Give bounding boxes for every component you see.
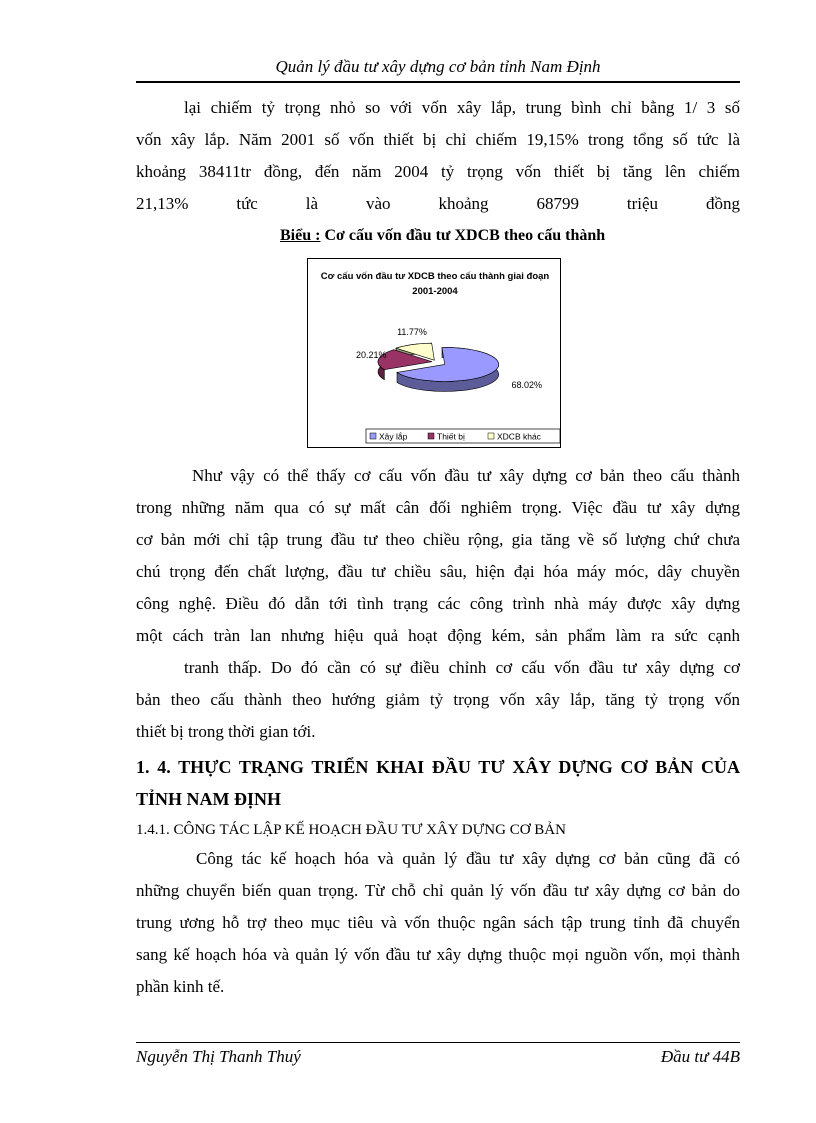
paragraph-2-line: công nghệ. Điều đó dẫn tới tình trạng các công trình nhà máy được xây dựng	[136, 594, 740, 613]
pie-chart-svg	[308, 259, 562, 449]
figure-caption-text: Cơ cấu vốn đầu tư XDCB theo cấu thành	[320, 227, 606, 244]
section-heading	[136, 751, 740, 815]
paragraph-2-line: trong những năm qua có sự mất cân đối nghiêm trọng. Việc đầu tư xây dựng	[136, 498, 740, 517]
section-heading-line: 1. 4. THỰC TRẠNG TRIỂN KHAI ĐẦU TƯ XÂY DỰNG CƠ BẢN CỦA	[136, 757, 740, 777]
paragraph-2-line: tranh thấp. Do đó cần có sự điều chỉnh cơ cấu vốn đầu tư xây dựng cơ	[184, 658, 740, 677]
footer-author: Nguyễn Thị Thanh Thuý	[136, 1047, 301, 1066]
legend-label: XDCB khác	[497, 431, 541, 442]
footer-divider	[136, 1042, 740, 1043]
figure-caption-label: Biểu :	[280, 227, 321, 244]
section-heading-line: TỈNH NAM ĐỊNH	[136, 789, 282, 809]
paragraph-3-line: những chuyển biến quan trọng. Từ chỗ chỉ quản lý vốn đầu tư xây dựng cơ bản do	[136, 881, 740, 900]
footer-class: Đầu tư 44B	[660, 1047, 740, 1066]
paragraph-3-line: sang kế hoạch hóa và quản lý vốn đầu tư xây dựng thuộc mọi nguồn vốn, mọi thành	[136, 945, 740, 964]
paragraph-2	[136, 460, 740, 748]
chart-title-line: Cơ cấu vốn đầu tư XDCB theo cấu thành giai đoạn	[320, 271, 550, 282]
legend-swatch	[428, 433, 434, 439]
paragraph-3	[136, 843, 740, 1003]
header-divider	[136, 81, 740, 83]
paragraph-1-line: khoảng 38411tr đồng, đến năm 2004 tỷ trọng vốn thiết bị tăng lên chiếm	[136, 162, 740, 181]
figure-caption	[280, 224, 660, 248]
pie-data-label: 20.21%	[356, 350, 387, 360]
paragraph-1-line: lại chiếm tỷ trọng nhỏ so với vốn xây lắp, trung bình chỉ bằng 1/ 3 số	[184, 98, 740, 117]
paragraph-2-line: chú trọng đến chất lượng, đầu tư chiều sâu, hiện đại hóa máy móc, dây chuyền	[136, 562, 740, 581]
paragraph-2-line: bản theo cấu thành theo hướng giảm tỷ trọng vốn xây lắp, tăng tỷ trọng vốn	[136, 690, 740, 709]
pie-chart	[307, 258, 561, 448]
pie-data-label: 11.77%	[397, 327, 427, 337]
chart-title-line: 2001-2004	[412, 286, 458, 297]
legend-swatch	[370, 433, 376, 439]
legend-swatch	[488, 433, 494, 439]
pie-data-label: 68.02%	[511, 380, 542, 390]
paragraph-1	[136, 92, 740, 220]
paragraph-2-line: thiết bị trong thời gian tới.	[136, 722, 316, 741]
paragraph-3-line: trung ương hỗ trợ theo mục tiêu và vốn thuộc ngân sách tập trung tỉnh đã chuyển	[136, 913, 740, 932]
subsection-heading: 1.4.1. CÔNG TÁC LẬP KẾ HOẠCH ĐẦU TƯ XÂY DỰNG CƠ BẢN	[136, 822, 566, 838]
paragraph-1-line: 21,13% tức là vào khoảng 68799 triệu đồng	[136, 194, 740, 213]
paragraph-3-line: Công tác kế hoạch hóa và quản lý đầu tư xây dựng cơ bản cũng đã có	[196, 849, 740, 868]
page-header-title: Quản lý đầu tư xây dựng cơ bản tỉnh Nam Định	[275, 57, 601, 76]
chart-legend	[366, 429, 560, 443]
pie-slices	[356, 327, 542, 391]
paragraph-1-line: vốn xây lắp. Năm 2001 số vốn thiết bị chỉ chiếm 19,15% trong tổng số tức là	[136, 130, 740, 149]
paragraph-2-line: cơ bản mới chỉ tập trung đầu tư theo chiều rộng, gia tăng về số lượng chứ chưa	[136, 530, 740, 549]
legend-label: Thiết bị	[437, 431, 465, 442]
paragraph-2-line: một cách tràn lan nhưng hiệu quả hoạt động kém, sản phẩm làm ra sức cạnh	[136, 626, 740, 645]
paragraph-2-line: Như vậy có thể thấy cơ cấu vốn đầu tư xây dựng cơ bản theo cấu thành	[192, 466, 740, 485]
legend-label: Xây lắp	[379, 431, 408, 442]
paragraph-3-line: phần kinh tế.	[136, 977, 225, 996]
